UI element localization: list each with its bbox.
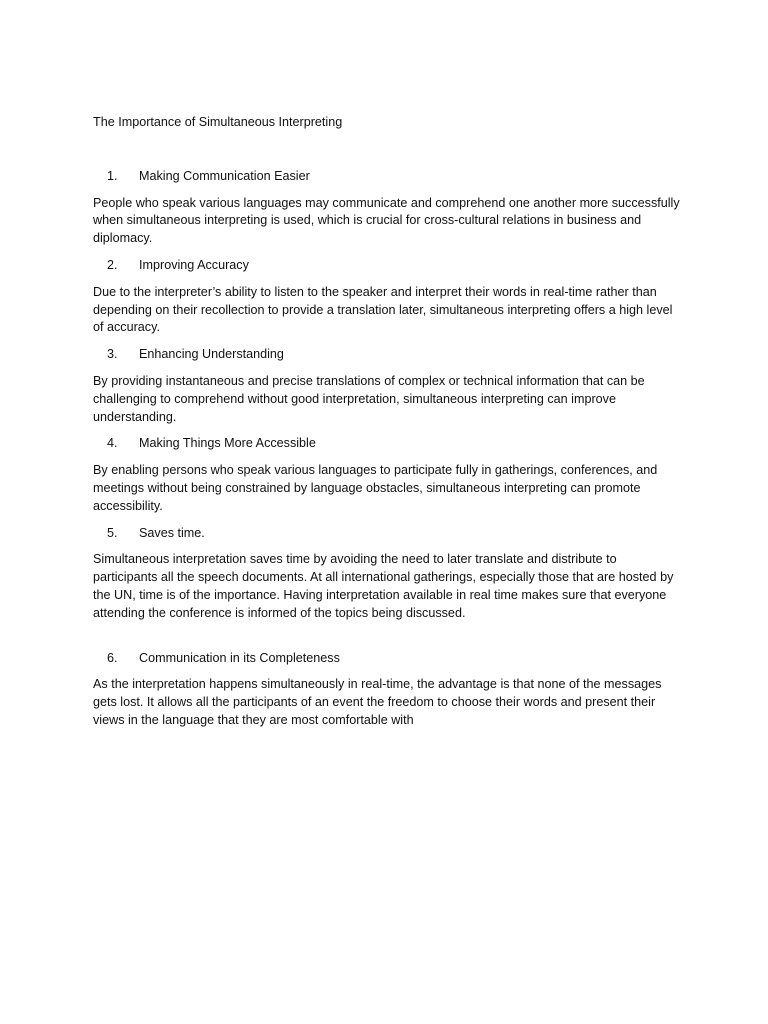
section-heading-label: Making Communication Easier [139, 168, 310, 183]
section-number: 4. [107, 436, 118, 451]
section-heading-4 [93, 435, 683, 453]
section-heading-label: Saves time. [139, 525, 205, 540]
section-paragraph-3: By providing instantaneous and precise translations of complex or technical information that can be challenging to comprehend without good interpretation, simultaneous interpreting can improve understanding. [93, 373, 645, 424]
section-paragraph-4: By enabling persons who speak various languages to participate fully in gatherings, conferences, and meetings without being constrained by language obstacles, simultaneous interpreting can promote accessibility. [93, 463, 658, 513]
section-heading-label: Enhancing Understanding [139, 347, 284, 362]
section-paragraph-2: Due to the interpreter’s ability to listen to the speaker and interpret their words in real-time rather than depending on their recollection to provide a translation later, simultaneous interpreting offers a high level of accuracy. [93, 284, 673, 335]
section-heading-label: Improving Accuracy [139, 257, 249, 272]
section-heading-1 [93, 168, 683, 186]
document-content [93, 114, 683, 739]
section-heading-6 [93, 650, 683, 668]
section-paragraph-6: As the interpretation happens simultaneously in real-time, the advantage is that none of the messages gets lost. It allows all the participants of an event the freedom to choose their words and present their views in the language that they are most comfortable with [93, 677, 662, 727]
section-number: 6. [107, 650, 118, 665]
section-paragraph-1: People who speak various languages may communicate and comprehend one another more successfully when simultaneous interpreting is used, which is crucial for cross-cultural relations in business and diplomacy. [93, 195, 680, 246]
section-heading-label: Making Things More Accessible [139, 436, 316, 451]
section-heading-label: Communication in its Completeness [139, 650, 340, 665]
section-heading-2 [93, 257, 683, 275]
section-number: 1. [107, 168, 118, 183]
section-heading-3 [93, 346, 683, 364]
document-title: The Importance of Simultaneous Interpreting [93, 115, 343, 129]
section-number: 3. [107, 347, 118, 362]
section-number: 2. [107, 257, 118, 272]
section-paragraph-5: Simultaneous interpretation saves time by avoiding the need to later translate and distribute to participants all the speech documents. At all international gatherings, especially those that are hosted by the UN, time is of the importance. Having interpretation available in real time makes sure that everyone attending the conference is informed of the topics being discussed. [93, 552, 674, 620]
section-heading-5 [93, 525, 683, 543]
section-number: 5. [107, 525, 118, 540]
